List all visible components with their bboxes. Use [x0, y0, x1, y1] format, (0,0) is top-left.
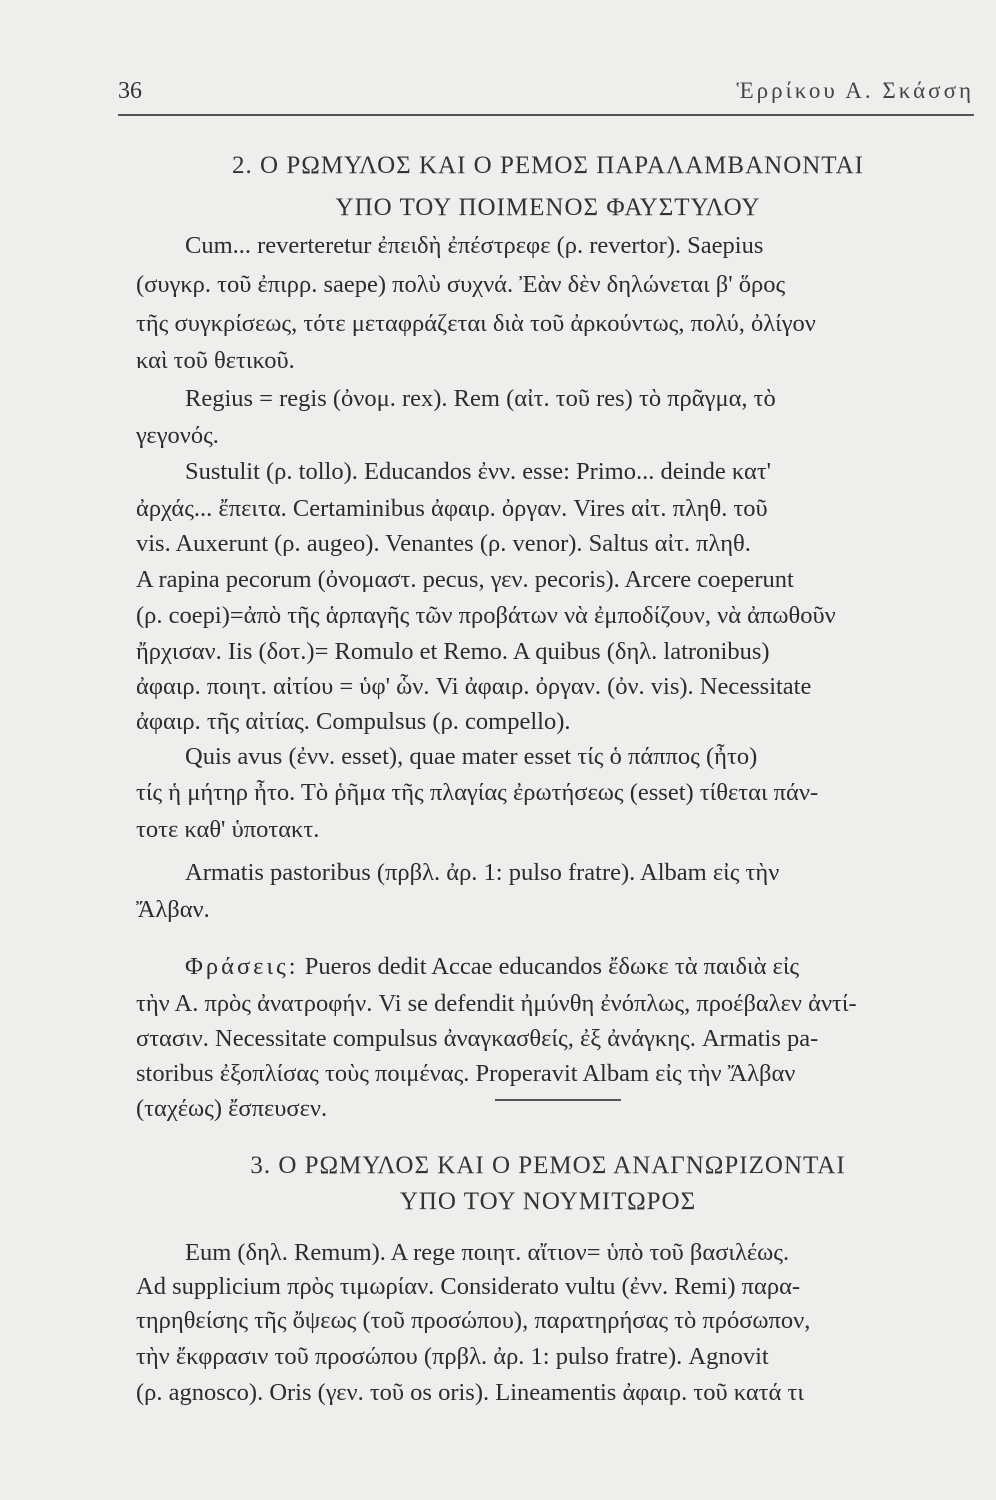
text-line: Ad supplicium πρὸς τιμωρίαν. Considerato vultu (ἐνν. Remi) παρα-	[136, 1273, 801, 1300]
section-2-title-line-1: 2. Ο ΡΩΜΥΛΟΣ ΚΑΙ Ο ΡΕΜΟΣ ΠΑΡΑΛΑΜΒΑΝΟΝΤΑΙ	[232, 152, 864, 179]
text-line: Quis avus (ἐνν. esset), quae mater esset τίς ὁ πάππος (ἦτο)	[185, 743, 758, 770]
text-line: ἀφαιρ. τῆς αἰτίας. Compulsus (ρ. compello).	[136, 708, 571, 735]
text-line: ἀρχάς... ἔπειτα. Certaminibus ἀφαιρ. ὀργαν. Vires αἰτ. πληθ. τοῦ	[136, 495, 768, 522]
text-line: γεγονός.	[136, 422, 219, 449]
text-line: τίς ἡ μήτηρ ἦτο. Τὸ ῥῆμα τῆς πλαγίας ἐρωτήσεως (esset) τίθεται πάν-	[136, 779, 819, 806]
text-line: Cum... reverteretur ἐπειδὴ ἐπέστρεφε (ρ. revertor). Saepius	[185, 232, 764, 259]
section-2-title-line-2: ΥΠΟ ΤΟΥ ΠΟΙΜΕΝΟΣ ΦΑΥΣΤΥΛΟΥ	[335, 194, 761, 221]
text-line: (ταχέως) ἔσπευσεν.	[136, 1095, 328, 1122]
text-line: (ρ. agnosco). Oris (γεν. τοῦ os oris). Lineamentis ἀφαιρ. τοῦ κατά τι	[136, 1379, 804, 1406]
phrases-label: Φράσεις:	[185, 953, 299, 980]
text-line: καὶ τοῦ θετικοῦ.	[136, 347, 295, 374]
phrases-line	[185, 950, 975, 984]
text-line: ἤρχισαν. Iis (δοτ.)= Romulo et Remo. A quibus (δηλ. latronibus)	[136, 638, 770, 665]
section-3-title-line-1: 3. Ο ΡΩΜΥΛΟΣ ΚΑΙ Ο ΡΕΜΟΣ ΑΝΑΓΝΩΡΙΖΟΝΤΑΙ	[250, 1152, 846, 1179]
text-line: (συγκρ. τοῦ ἐπιρρ. saepe) πολὺ συχνά. Ἐὰν δὲν δηλώνεται β' ὅρος	[136, 271, 786, 298]
running-head	[118, 72, 974, 112]
text-line: Regius = regis (ὀνομ. rex). Rem (αἰτ. τοῦ res) τὸ πρᾶγμα, τὸ	[185, 385, 776, 412]
text-line: Sustulit (ρ. tollo). Educandos ἐνν. esse: Primo... deinde κατ'	[185, 458, 772, 485]
text-line: τῆς συγκρίσεως, τότε μεταφράζεται διὰ τοῦ ἀρκούντως, πολύ, ὀλίγον	[136, 310, 816, 337]
running-title: Ἑρρίκου Α. Σκάσση	[736, 78, 974, 103]
text-line: τὴν Α. πρὸς ἀνατροφήν. Vi se defendit ἠμύνθη ἐνόπλως, προέβαλεν ἀντί-	[136, 990, 857, 1017]
text-line: στασιν. Necessitate compulsus ἀναγκασθείς, ἐξ ἀνάγκης. Armatis pa-	[136, 1025, 819, 1052]
text-line: τὴν ἔκφρασιν τοῦ προσώπου (πρβλ. ἀρ. 1: pulso fratre). Agnovit	[136, 1343, 769, 1370]
text-line: (ρ. coepi)=ἀπὸ τῆς ἁρπαγῆς τῶν προβάτων νὰ ἐμποδίζουν, νὰ ἀπωθοῦν	[136, 602, 836, 629]
text-line: τοτε καθ' ὑποτακτ.	[136, 816, 320, 843]
section-separator	[495, 1099, 621, 1101]
text-line: Ἄλβαν.	[136, 896, 210, 923]
text-line: vis. Auxerunt (ρ. augeo). Venantes (ρ. venor). Saltus αἰτ. πληθ.	[136, 530, 751, 557]
text-line: A rapina pecorum (ὀνομαστ. pecus, γεν. pecoris). Arcere coeperunt	[136, 566, 794, 593]
section-3-title-line-2: ΥΠΟ ΤΟΥ ΝΟΥΜΙΤΩΡΟΣ	[399, 1188, 697, 1215]
text-line: Armatis pastoribus (πρβλ. ἀρ. 1: pulso fratre). Albam εἰς τὴν	[185, 859, 780, 886]
text-line: ἀφαιρ. ποιητ. αἰτίου = ὑφ' ὧν. Vi ἀφαιρ. ὀργαν. (ὀν. vis). Necessitate	[136, 673, 812, 700]
text-line: τηρηθείσης τῆς ὄψεως (τοῦ προσώπου), παρατηρήσας τὸ πρόσωπον,	[136, 1307, 811, 1334]
header-rule	[118, 114, 974, 116]
page-number: 36	[118, 78, 142, 104]
text-line: Eum (δηλ. Remum). A rege ποιητ. αἴτιον= ὑπὸ τοῦ βασιλέως.	[185, 1239, 790, 1266]
phrases-text: Pueros dedit Accae educandos ἔδωκε τὰ παιδιὰ εἰς	[304, 953, 800, 980]
text-line: storibus ἐξοπλίσας τοὺς ποιμένας. Properavit Albam εἰς τὴν Ἄλβαν	[136, 1060, 796, 1087]
